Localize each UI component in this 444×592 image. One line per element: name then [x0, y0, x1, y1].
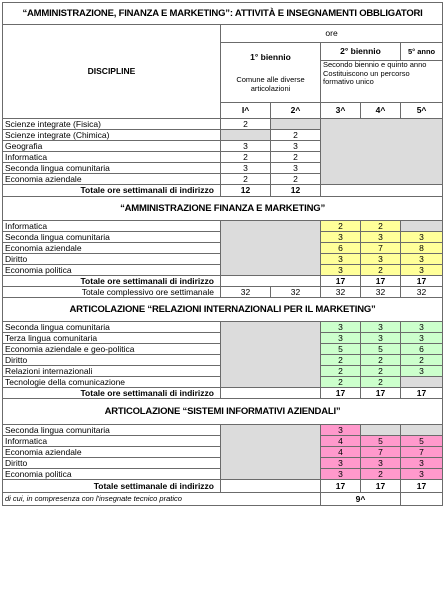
section-title: ARTICOLAZIONE “SISTEMI INFORMATIVI AZIENDALI” [3, 399, 443, 425]
hours-cell: 2 [401, 355, 443, 366]
biennio1-note: Comune alle diverse articolazioni [236, 74, 305, 93]
section-title-row [3, 197, 443, 221]
hours-cell [401, 377, 443, 388]
hours-cell: 2 [361, 469, 401, 480]
discipline-name: Geografia [3, 141, 221, 152]
overall-total-row [3, 287, 443, 298]
discipline-name: Informatica [3, 436, 221, 447]
hours-cell [401, 221, 443, 232]
total-cell: 17 [321, 276, 361, 287]
overall-total-cell: 32 [321, 287, 361, 298]
sia-section [3, 399, 443, 493]
discipline-name: Economia aziendale e geo-politica [3, 344, 221, 355]
hours-cell: 5 [361, 436, 401, 447]
hours-cell: 3 [321, 265, 361, 276]
hours-cell: 3 [361, 458, 401, 469]
year-header: 5^ [401, 103, 443, 119]
hours-cell: 3 [401, 322, 443, 333]
total-label: Totale ore settimanali di indirizzo [3, 388, 221, 399]
empty-cell [221, 388, 321, 399]
hours-cell: 3 [321, 458, 361, 469]
section-title: “AMMINISTRAZIONE FINANZA E MARKETING” [3, 197, 443, 221]
discipline-header: DISCIPLINE [3, 25, 221, 119]
hours-cell: 2 [361, 355, 401, 366]
discipline-name: Tecnologie della comunicazione [3, 377, 221, 388]
total-label: Totale settimanale di indirizzo [3, 480, 221, 493]
hours-cell: 3 [361, 333, 401, 344]
hours-cell: 3 [321, 232, 361, 243]
overall-total-label: Totale complessivo ore settimanale [3, 287, 221, 298]
hours-cell: 3 [271, 163, 321, 174]
total-label: Totale ore settimanali di indirizzo [3, 185, 221, 197]
footnote-label: di cui, in compresenza con l'insegnate tecnico pratico [3, 493, 321, 506]
anno5-label: 5° anno [401, 43, 443, 61]
hours-cell [361, 425, 401, 436]
total-cell: 17 [401, 388, 443, 399]
discipline-name: Informatica [3, 221, 221, 232]
hours-cell: 2 [361, 366, 401, 377]
hours-cell [271, 119, 321, 130]
year-header: 2^ [271, 103, 321, 119]
discipline-name: Economia aziendale [3, 174, 221, 185]
hours-cell: 3 [401, 469, 443, 480]
hours-cell: 3 [221, 163, 271, 174]
section-title-row [3, 298, 443, 322]
total-cell: 17 [321, 388, 361, 399]
hours-cell: 2 [361, 265, 401, 276]
gray-block [321, 119, 443, 185]
total-cell: 17 [321, 480, 361, 493]
empty-cell [221, 480, 321, 493]
curriculum-table [2, 2, 443, 506]
overall-total-cell: 32 [271, 287, 321, 298]
total-cell: 12 [271, 185, 321, 197]
discipline-name: Economia politica [3, 469, 221, 480]
discipline-name: Economia politica [3, 265, 221, 276]
table-row [3, 322, 443, 333]
discipline-name: Economia aziendale [3, 243, 221, 254]
hours-cell: 3 [401, 232, 443, 243]
total-label: Totale ore settimanali di indirizzo [3, 276, 221, 287]
hours-cell: 3 [401, 333, 443, 344]
hours-cell: 7 [361, 243, 401, 254]
hours-cell: 2 [271, 174, 321, 185]
biennio1-header [221, 43, 321, 103]
discipline-name: Informatica [3, 152, 221, 163]
discipline-name: Seconda lingua comunitaria [3, 425, 221, 436]
year-header: 4^ [361, 103, 401, 119]
hours-cell: 2 [271, 152, 321, 163]
total-cell: 17 [401, 276, 443, 287]
hours-cell: 2 [271, 130, 321, 141]
discipline-name: Diritto [3, 355, 221, 366]
hours-cell: 2 [321, 366, 361, 377]
hours-cell: 3 [401, 265, 443, 276]
rim-section [3, 298, 443, 399]
hours-cell: 3 [401, 458, 443, 469]
hours-cell: 3 [321, 322, 361, 333]
biennio2-note: Secondo biennio e quinto anno Costituiscono un percorso formativo unico [321, 61, 443, 103]
overall-total-cell: 32 [361, 287, 401, 298]
total-cell: 17 [361, 388, 401, 399]
hours-cell: 6 [321, 243, 361, 254]
discipline-name: Diritto [3, 458, 221, 469]
hours-cell: 6 [401, 344, 443, 355]
year-header: I^ [221, 103, 271, 119]
section-title: ARTICOLAZIONE “RELAZIONI INTERNAZIONALI PER IL MARKETING” [3, 298, 443, 322]
hours-cell: 3 [401, 366, 443, 377]
hours-cell [221, 130, 271, 141]
ore-header: ore [221, 25, 443, 43]
discipline-name: Relazioni internazionali [3, 366, 221, 377]
table-row [3, 119, 443, 130]
total-cell: 17 [401, 480, 443, 493]
hours-cell: 3 [401, 254, 443, 265]
year-header: 3^ [321, 103, 361, 119]
hours-cell [401, 425, 443, 436]
hours-cell: 3 [321, 333, 361, 344]
hours-cell: 2 [221, 119, 271, 130]
hours-cell: 5 [401, 436, 443, 447]
hours-cell: 8 [401, 243, 443, 254]
hours-cell: 3 [361, 232, 401, 243]
discipline-name: Scienze integrate (Chimica) [3, 130, 221, 141]
discipline-name: Diritto [3, 254, 221, 265]
total-cell: 12 [221, 185, 271, 197]
hours-cell: 2 [321, 355, 361, 366]
hours-cell: 2 [361, 221, 401, 232]
total-row [3, 388, 443, 399]
afm-section [3, 197, 443, 298]
gray-block [221, 425, 321, 480]
biennio2-label: 2° biennio [321, 43, 401, 61]
hours-cell: 3 [361, 322, 401, 333]
empty-cell [401, 493, 443, 506]
table-row [3, 221, 443, 232]
total-row [3, 276, 443, 287]
hours-cell: 7 [401, 447, 443, 458]
table-title: “AMMINISTRAZIONE, FINANZA E MARKETING”: ATTIVITÀ E INSEGNAMENTI OBBLIGATORI [3, 3, 443, 25]
hours-cell: 2 [321, 377, 361, 388]
empty-cell [221, 276, 321, 287]
hours-cell: 3 [321, 425, 361, 436]
section-title-row [3, 399, 443, 425]
hours-cell: 5 [361, 344, 401, 355]
total-row [3, 185, 443, 197]
discipline-name: Seconda lingua comunitaria [3, 163, 221, 174]
hours-cell: 2 [321, 221, 361, 232]
hours-cell: 3 [221, 141, 271, 152]
table-row [3, 425, 443, 436]
hours-cell: 7 [361, 447, 401, 458]
discipline-name: Seconda lingua comunitaria [3, 232, 221, 243]
empty-cell [321, 185, 443, 197]
common-section [3, 119, 443, 197]
hours-cell: 4 [321, 436, 361, 447]
hours-cell: 2 [221, 152, 271, 163]
hours-cell: 2 [361, 377, 401, 388]
discipline-name: Terza lingua comunitaria [3, 333, 221, 344]
hours-cell: 5 [321, 344, 361, 355]
hours-cell: 3 [361, 254, 401, 265]
hours-cell: 2 [221, 174, 271, 185]
total-row [3, 480, 443, 493]
overall-total-cell: 32 [221, 287, 271, 298]
discipline-name: Seconda lingua comunitaria [3, 322, 221, 333]
overall-total-cell: 32 [401, 287, 443, 298]
hours-cell: 3 [321, 254, 361, 265]
discipline-name: Scienze integrate (Fisica) [3, 119, 221, 130]
hours-cell: 3 [321, 469, 361, 480]
biennio1-label: 1° biennio [250, 52, 291, 62]
discipline-name: Economia aziendale [3, 447, 221, 458]
hours-cell: 4 [321, 447, 361, 458]
hours-cell: 3 [271, 141, 321, 152]
total-cell: 17 [361, 276, 401, 287]
total-cell: 17 [361, 480, 401, 493]
footnote-value: 9^ [321, 493, 401, 506]
gray-block [221, 322, 321, 388]
gray-block [221, 221, 321, 276]
